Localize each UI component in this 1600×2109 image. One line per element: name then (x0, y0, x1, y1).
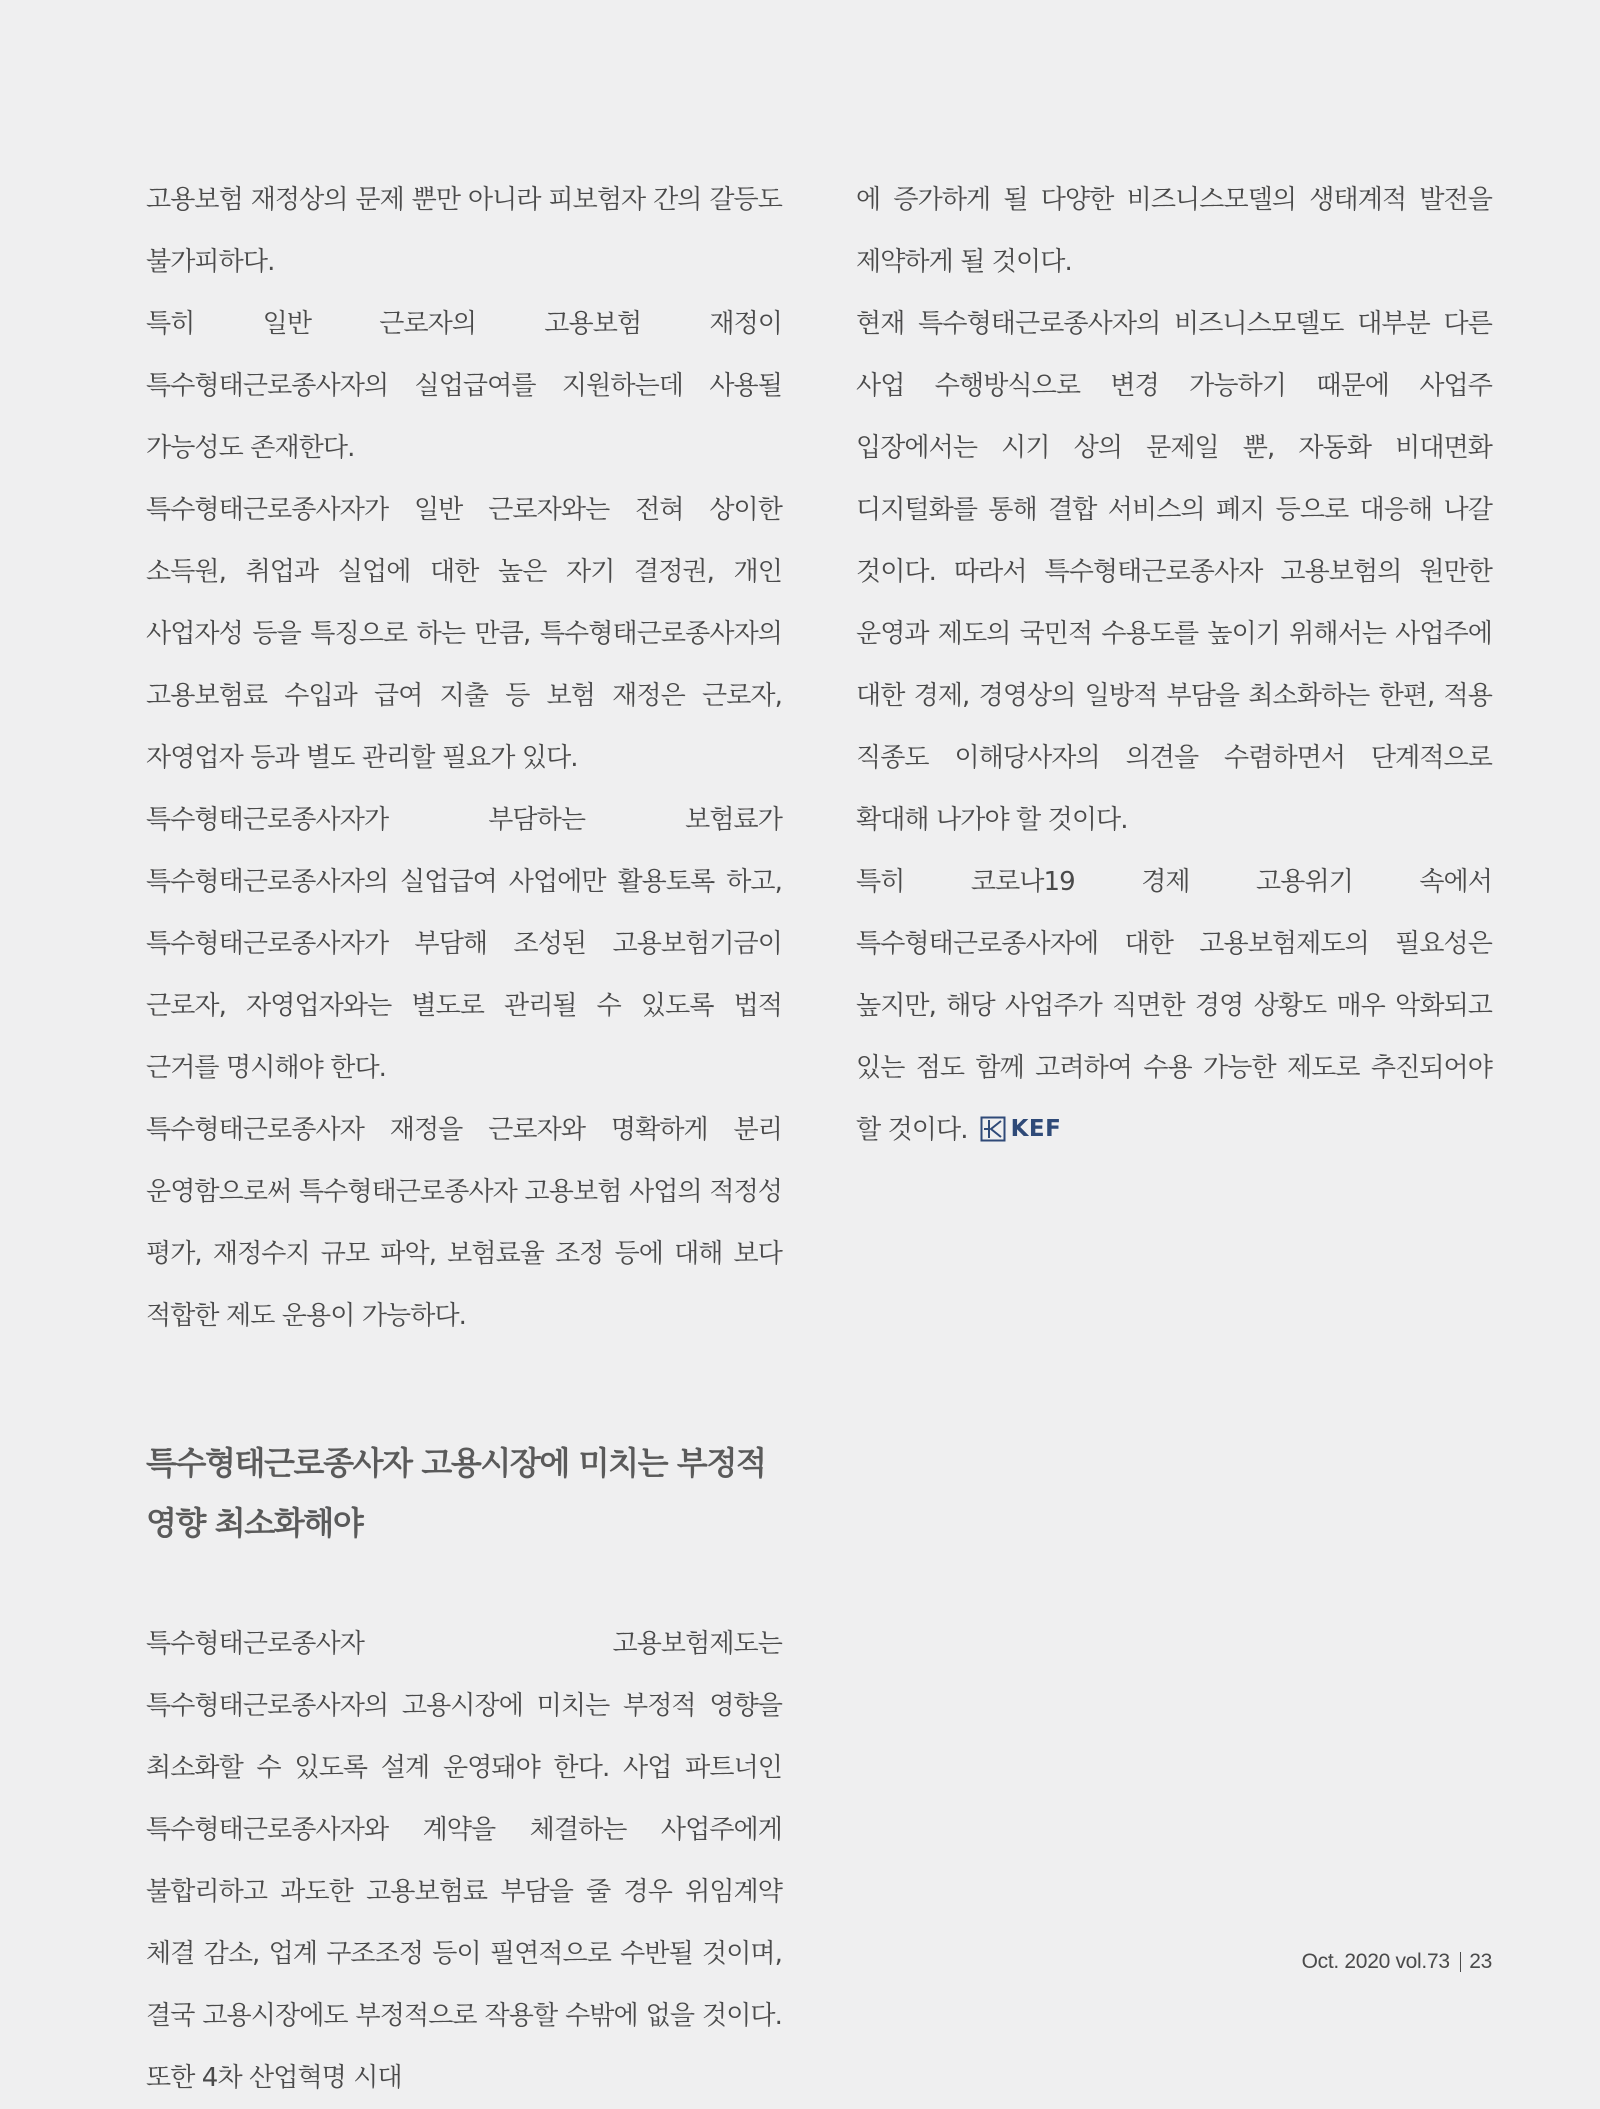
section-heading-line-2: 영향 최소화해야 (146, 1504, 363, 1542)
paragraph-covid-conclusion-text: 특히 코로나19 경제 고용위기 속에서 특수형태근로종사자에 대한 고용보험제도의 필요성은 높지만, 해당 사업주가 직면한 경영 상황도 매우 악화되고 있는 점도 함께 고려하여 수용 가능한 제도로 추진되어야 할 것이다. (856, 867, 1492, 1145)
kef-emblem-icon (980, 1116, 1006, 1142)
paragraph-general-worker-funds: 특히 일반 근로자의 고용보험 재정이 특수형태근로종사자의 실업급여를 지원하는데 사용될 가능성도 존재한다. (146, 309, 782, 463)
page-footer (1302, 1950, 1492, 1974)
kef-logo-text: KEF (1010, 1116, 1062, 1142)
paragraph-separate-operation: 특수형태근로종사자 재정을 근로자와 명확하게 분리 운영함으로써 특수형태근로종사자 고용보험 사업의 적정성 평가, 재정수지 규모 파악, 보험료율 조정 등에 대해 보다 적합한 제도 운용이 가능하다. (146, 1115, 782, 1331)
paragraph-separate-management: 특수형태근로종사자가 일반 근로자와는 전혀 상이한 소득원, 취업과 실업에 대한 높은 자기 결정권, 개인 사업자성 등을 특징으로 하는 만큼, 특수형태근로종사자의 고용보험료 수입과 급여 지출 등 보험 재정은 근로자, 자영업자 등과 별도 관리할 필요가 있다. (146, 495, 782, 773)
paragraph-business-model-ecosystem: 에 증가하게 될 다양한 비즈니스모델의 생태계적 발전을 제약하게 될 것이다. (856, 185, 1492, 277)
paragraph-legal-basis: 특수형태근로종사자가 부담하는 보험료가 특수형태근로종사자의 실업급여 사업에만 활용토록 하고, 특수형태근로종사자가 부담해 조성된 고용보험기금이 근로자, 자영업자와는 별도로 관리될 수 있도록 법적 근거를 명시해야 한다. (146, 805, 782, 1083)
left-column (146, 169, 782, 2109)
paragraph-covid-conclusion (856, 851, 1492, 1161)
right-column (856, 169, 1492, 1161)
section-heading (146, 1433, 782, 1553)
paragraph-minimize-impact: 특수형태근로종사자 고용보험제도는 특수형태근로종사자의 고용시장에 미치는 부정적 영향을 최소화할 수 있도록 설계 운영돼야 한다. 사업 파트너인 특수형태근로종사자와 계약을 체결하는 사업주에게 불합리하고 과도한 고용보험료 부담을 줄 경우 위임계약 체결 감소, 업계 구조조정 등이 필연적으로 수반될 것이며, 결국 고용시장에도 부정적으로 작용할 수밖에 없을 것이다. 또한 4차 산업혁명 시대 (146, 1629, 782, 2093)
kef-logo (980, 1114, 1062, 1144)
footer-divider (1460, 1952, 1462, 1972)
issue-label: Oct. 2020 vol.73 (1301, 1950, 1450, 1973)
paragraph-fiscal-conflict: 고용보험 재정상의 문제 뿐만 아니라 피보험자 간의 갈등도 불가피하다. (146, 185, 782, 277)
page-number: 23 (1469, 1950, 1492, 1973)
paragraph-gradual-expansion: 현재 특수형태근로종사자의 비즈니스모델도 대부분 다른 사업 수행방식으로 변경 가능하기 때문에 사업주 입장에서는 시기 상의 문제일 뿐, 자동화 비대면화 디지털화를 통해 결합 서비스의 폐지 등으로 대응해 나갈 것이다. 따라서 특수형태근로종사자 고용보험의 원만한 운영과 제도의 국민적 수용도를 높이기 위해서는 사업주에 대한 경제, 경영상의 일방적 부담을 최소화하는 한편, 적용 직종도 이해당사자의 의견을 수렴하면서 단계적으로 확대해 나가야 할 것이다. (856, 309, 1492, 835)
section-heading-line-1: 특수형태근로종사자 고용시장에 미치는 부정적 (146, 1444, 766, 1482)
